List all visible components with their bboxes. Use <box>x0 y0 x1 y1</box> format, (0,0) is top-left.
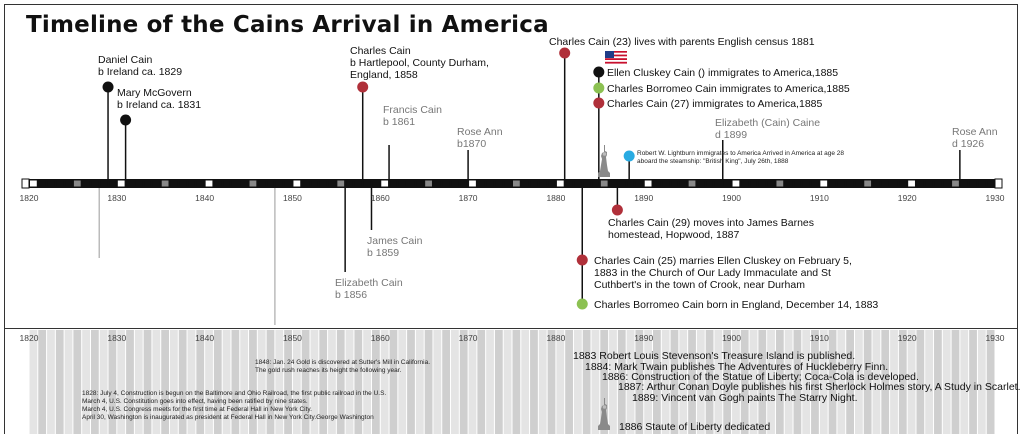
axis-tick-bottom: 1930 <box>985 333 1005 343</box>
history-statue-coke: 1886: Construction of the Statue of Liberty; Coca-Cola is developed. <box>602 371 919 383</box>
axis-tick-top: 1910 <box>809 193 829 203</box>
timeline-year-cell <box>206 181 213 187</box>
statue-of-liberty-icon <box>598 145 610 177</box>
timeline-year-cell <box>943 181 950 187</box>
dot-borromeo-immigrates <box>593 83 604 94</box>
timeline-year-cell <box>223 181 230 187</box>
timeline-year-cell <box>390 181 397 187</box>
timeline-year-cell <box>803 181 810 187</box>
timeline-year-cell <box>759 181 766 187</box>
timeline-year-cell <box>627 181 634 187</box>
timeline-year-cell <box>680 181 687 187</box>
timeline-start-cap <box>22 179 29 188</box>
timeline-year-cell <box>267 181 274 187</box>
timeline-year-cell <box>592 181 599 187</box>
timeline-year-cell <box>487 181 494 187</box>
event-elizabeth-death-label: Elizabeth (Cain) Caine d 1899 <box>715 117 821 141</box>
history-year-stripe <box>486 330 494 434</box>
history-year-stripe <box>504 330 512 434</box>
dot-census <box>559 48 570 59</box>
history-year-stripe <box>477 330 485 434</box>
axis-tick-bottom: 1900 <box>722 333 741 343</box>
history-railroad: 1828: July 4, Construction is begun on the Baltimore and Ohio Railroad, the first public railroad in the U.S. March 4, U.S. Constitution goes into effect, having been ratified by nine states. March 4, U.S. Congress meets for the first time at Federal Hall in New York City. April 30, Washington is inaugurated as president at Federal Hall in New York City.George Washington <box>82 390 387 421</box>
timeline-year-cell <box>162 181 169 187</box>
history-treasure-island: 1883 Robert Louis Stevenson's Treasure Island is published. <box>573 350 856 362</box>
axis-tick-bottom: 1880 <box>546 333 566 343</box>
axis-tick-bottom: 1920 <box>897 333 917 343</box>
timeline-year-cell <box>847 181 854 187</box>
dot-mary <box>120 115 131 126</box>
timeline-year-cell <box>926 181 933 187</box>
timeline-year-cell <box>504 181 511 187</box>
history-year-stripe <box>38 330 46 434</box>
timeline-year-cell <box>970 181 977 187</box>
axis-tick-top: 1870 <box>458 193 478 203</box>
history-liberty-dedicated: 1886 Staute of Liberty dedicated <box>619 421 771 433</box>
timeline-year-cell <box>460 181 467 187</box>
timeline-year-cell <box>48 181 55 187</box>
timeline-year-cell <box>978 181 985 187</box>
history-year-stripe <box>539 330 547 434</box>
timeline-year-cell <box>891 181 898 187</box>
timeline-year-cell <box>364 181 371 187</box>
timeline-year-cell <box>785 181 792 187</box>
event-elizabeth-birth-label: Elizabeth Cain b 1856 <box>335 277 403 301</box>
timeline-year-cell <box>65 181 72 187</box>
timeline-year-cell <box>574 181 581 187</box>
history-year-stripe <box>65 330 73 434</box>
timeline-year-cell <box>452 181 459 187</box>
timeline-year-cell <box>855 181 862 187</box>
timeline-year-cell <box>171 181 178 187</box>
timeline-year-cell <box>495 181 502 187</box>
timeline-year-cell <box>30 181 37 187</box>
timeline-year-cell <box>408 181 415 187</box>
history-year-stripe <box>460 330 468 434</box>
history-year-stripe <box>73 330 81 434</box>
event-barnes-label: Charles Cain (29) moves into James Barnes homestead, Hopwood, 1887 <box>608 217 815 241</box>
timeline-year-cell <box>952 181 959 187</box>
event-borromeo-immigrates-label: Charles Borromeo Cain immigrates to America,1885 <box>607 83 850 95</box>
axis-tick-top: 1920 <box>897 193 917 203</box>
history-year-stripe <box>442 330 450 434</box>
timeline-year-cell <box>987 181 994 187</box>
timeline-year-cell <box>399 181 406 187</box>
timeline-year-cell <box>188 181 195 187</box>
timeline-year-cell <box>750 181 757 187</box>
axis-tick-top: 1850 <box>282 193 302 203</box>
event-ellen-label: Ellen Cluskey Cain () immigrates to America,1885 <box>607 67 839 79</box>
timeline-year-cell <box>320 181 327 187</box>
history-year-stripe <box>556 330 564 434</box>
axis-tick-top: 1830 <box>107 193 127 203</box>
timeline-year-cell <box>302 181 309 187</box>
timeline-year-cell <box>355 181 362 187</box>
history-year-stripe <box>583 330 591 434</box>
timeline-year-cell <box>381 181 388 187</box>
history-year-stripe <box>548 330 556 434</box>
timeline-year-cell <box>838 181 845 187</box>
event-charles27-label: Charles Cain (27) immigrates to America,1885 <box>607 98 823 110</box>
timeline-year-cell <box>654 181 661 187</box>
timeline-year-cell <box>153 181 160 187</box>
timeline-year-cell <box>899 181 906 187</box>
timeline-year-cell <box>425 181 432 187</box>
dot-daniel <box>103 82 114 93</box>
axis-tick-bottom: 1850 <box>282 333 302 343</box>
timeline-year-cell <box>820 181 827 187</box>
axis-tick-bottom: 1840 <box>195 333 215 343</box>
timeline-year-cell <box>645 181 652 187</box>
timeline-year-cell <box>337 181 344 187</box>
timeline-year-cell <box>566 181 573 187</box>
timeline-year-cell <box>469 181 476 187</box>
history-year-stripe <box>407 330 415 434</box>
timeline-year-cell <box>776 181 783 187</box>
timeline-year-cell <box>513 181 520 187</box>
event-census-label: Charles Cain (23) lives with parents English census 1881 <box>549 36 815 48</box>
us-flag-icon <box>605 51 627 64</box>
page-title: Timeline of the Cains Arrival in America <box>26 12 549 38</box>
event-daniel-label: Daniel Cain b Ireland ca. 1829 <box>98 54 183 78</box>
timeline-year-cell <box>250 181 257 187</box>
history-year-stripe <box>451 330 459 434</box>
axis-tick-top: 1900 <box>722 193 741 203</box>
timeline-year-cell <box>258 181 265 187</box>
timeline-year-cell <box>917 181 924 187</box>
timeline-year-cell <box>276 181 283 187</box>
timeline-year-cell <box>935 181 942 187</box>
timeline-year-cell <box>91 181 98 187</box>
timeline-year-cell <box>372 181 379 187</box>
axis-tick-top: 1880 <box>546 193 566 203</box>
timeline-year-cell <box>39 181 46 187</box>
event-mary-label: Mary McGovern b Ireland ca. 1831 <box>117 87 202 111</box>
axis-tick-bottom: 1820 <box>19 333 39 343</box>
timeline-year-cell <box>812 181 819 187</box>
axis-tick-bottom: 1860 <box>370 333 390 343</box>
timeline-year-cell <box>636 181 643 187</box>
event-charles-birth-label: Charles Cain b Hartlepool, County Durham, England, 1858 <box>350 45 489 81</box>
axis-tick-bottom: 1870 <box>458 333 478 343</box>
timeline-year-cell <box>416 181 423 187</box>
timeline-year-cell <box>829 181 836 187</box>
timeline-year-cell <box>118 181 125 187</box>
timeline-year-cell <box>100 181 107 187</box>
timeline-year-cell <box>83 181 90 187</box>
timeline-year-cell <box>531 181 538 187</box>
timeline-year-cell <box>346 181 353 187</box>
timeline-year-cell <box>724 181 731 187</box>
timeline-year-cell <box>74 181 81 187</box>
history-year-stripe <box>433 330 441 434</box>
timeline-year-cell <box>873 181 880 187</box>
history-year-stripe <box>592 330 600 434</box>
timeline-year-cell <box>548 181 555 187</box>
history-gold-rush: 1848: Jan. 24 Gold is discovered at Sutter's Mill in California. The gold rush reaches its height the following year. <box>255 359 431 374</box>
history-year-stripe <box>390 330 398 434</box>
history-year-stripe <box>398 330 406 434</box>
timeline-bar <box>22 179 1002 188</box>
timeline-year-cell <box>478 181 485 187</box>
timeline-year-cell <box>144 181 151 187</box>
timeline-year-cell <box>557 181 564 187</box>
timeline-year-cell <box>329 181 336 187</box>
history-year-stripe <box>521 330 529 434</box>
timeline-year-cell <box>908 181 915 187</box>
timeline-year-cell <box>882 181 889 187</box>
timeline-year-cell <box>241 181 248 187</box>
timeline-year-cell <box>56 181 63 187</box>
timeline-year-cell <box>733 181 740 187</box>
event-francis-label: Francis Cain b 1861 <box>383 104 442 128</box>
dot-barnes <box>612 205 623 216</box>
axis-tick-bottom: 1830 <box>107 333 127 343</box>
history-year-stripe <box>30 330 38 434</box>
axis-tick-bottom: 1910 <box>809 333 829 343</box>
axis-tick-bottom: 1890 <box>634 333 654 343</box>
timeline-year-cell <box>311 181 318 187</box>
history-year-stripe <box>565 330 573 434</box>
axis-tick-top: 1820 <box>19 193 39 203</box>
timeline-year-cell <box>214 181 221 187</box>
history-year-stripe <box>495 330 503 434</box>
timeline-year-cell <box>689 181 696 187</box>
timeline-year-cell <box>601 181 608 187</box>
event-marriage-label: Charles Cain (25) marries Ellen Cluskey on February 5, 1883 in the Church of Our Lady Immaculate and St Cuthbert's in the town of Crook, near Durham <box>594 255 852 291</box>
event-james-label: James Cain b 1859 <box>367 235 423 259</box>
timeline-year-cell <box>232 181 239 187</box>
timeline-year-cell <box>864 181 871 187</box>
axis-tick-top: 1930 <box>985 193 1005 203</box>
history-year-stripe <box>469 330 477 434</box>
event-roseann-birth-label: Rose Ann b1870 <box>457 126 503 150</box>
timeline-year-cell <box>522 181 529 187</box>
timeline-year-cell <box>662 181 669 187</box>
history-year-stripe <box>416 330 424 434</box>
history-huckleberry: 1884: Mark Twain publishes The Adventures of Huckleberry Finn. <box>585 361 889 373</box>
history-year-stripe <box>574 330 582 434</box>
timeline-year-cell <box>671 181 678 187</box>
history-sherlock: 1887: Arthur Conan Doyle publishes his first Sherlock Holmes story, A Study in Scarlet. <box>618 381 1021 393</box>
timeline-year-cell <box>434 181 441 187</box>
timeline-year-cell <box>961 181 968 187</box>
history-year-stripe <box>56 330 64 434</box>
dot-marriage <box>577 255 588 266</box>
axis-tick-top: 1840 <box>195 193 215 203</box>
dot-charles27 <box>593 98 604 109</box>
dot-charles-birth <box>357 82 368 93</box>
event-lightburn-label: Robert W. Lightburn immigrates to America Arrived in America at age 28 aboard the steamship: "British King", July 26th, 1888 <box>637 150 845 165</box>
axis-tick-top: 1890 <box>634 193 654 203</box>
timeline-year-cell <box>697 181 704 187</box>
timeline-year-cell <box>109 181 116 187</box>
timeline-year-cell <box>610 181 617 187</box>
history-year-stripe <box>513 330 521 434</box>
timeline-year-cell <box>197 181 204 187</box>
timeline-year-cell <box>794 181 801 187</box>
dot-lightburn <box>624 151 635 162</box>
timeline-year-cell <box>135 181 142 187</box>
history-year-stripe <box>47 330 55 434</box>
timeline-year-cell <box>127 181 134 187</box>
axis-tick-top: 1860 <box>370 193 390 203</box>
timeline-year-cell <box>583 181 590 187</box>
history-starry-night: 1889: Vincent van Gogh paints The Starry Night. <box>632 392 858 404</box>
timeline-year-cell <box>715 181 722 187</box>
history-year-stripe <box>530 330 538 434</box>
timeline-year-cell <box>741 181 748 187</box>
history-year-stripe <box>425 330 433 434</box>
timeline-year-cell <box>293 181 300 187</box>
timeline-year-cell <box>443 181 450 187</box>
dot-borromeo-born <box>577 299 588 310</box>
event-roseann-death-label: Rose Ann d 1926 <box>952 126 998 150</box>
event-borromeo-born-label: Charles Borromeo Cain born in England, December 14, 1883 <box>594 299 879 311</box>
timeline-year-cell <box>706 181 713 187</box>
timeline-year-cell <box>285 181 292 187</box>
timeline-year-cell <box>618 181 625 187</box>
timeline-year-cell <box>768 181 775 187</box>
dot-ellen <box>593 67 604 78</box>
timeline-year-cell <box>179 181 186 187</box>
timeline-end-cap <box>995 179 1002 188</box>
timeline-year-cell <box>539 181 546 187</box>
